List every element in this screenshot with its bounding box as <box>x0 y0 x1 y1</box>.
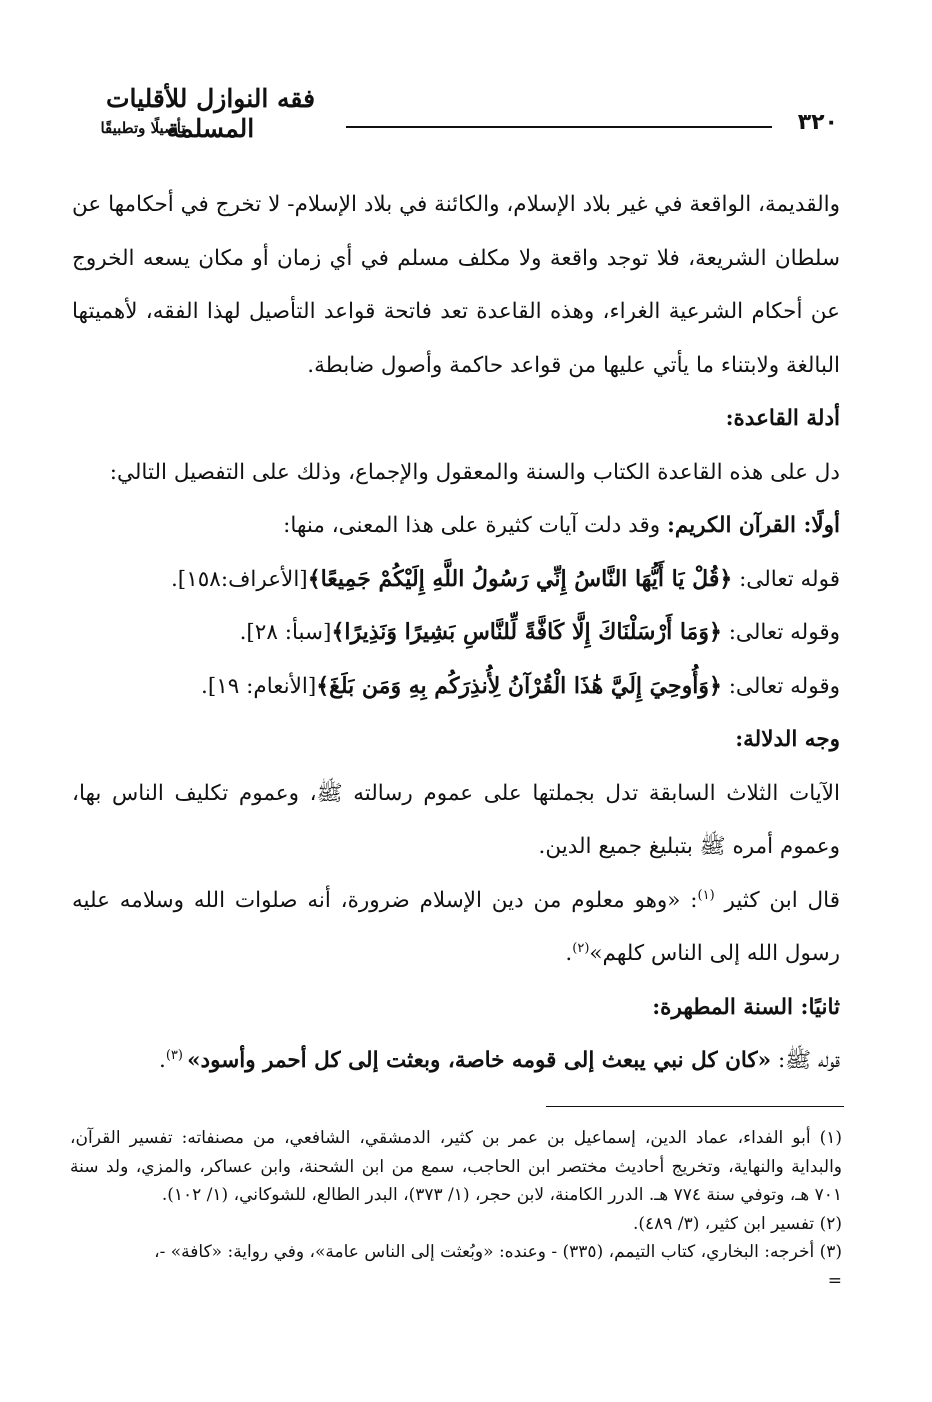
header-rule <box>346 126 772 128</box>
book-subtitle: تأصيلًا وتطبيقًا <box>100 119 186 137</box>
verse-intro: وقوله تعالى: <box>721 673 840 699</box>
verse-intro: وقوله تعالى: <box>721 620 840 645</box>
punctuation: . <box>565 941 573 966</box>
footnote-continuation-mark: = <box>827 1270 842 1291</box>
verse-intro: قوله تعالى: <box>732 566 840 592</box>
quran-intro-text: وقد دلت آيات كثيرة على هذا المعنى، منها: <box>283 513 667 538</box>
quote-attribution: قال ابن كثير <box>714 887 840 913</box>
verse-line-3 <box>72 660 840 714</box>
footnote-2: (٢) تفسير ابن كثير، (٣/ ٤٨٩). <box>632 1213 842 1234</box>
label-quran: أولًا: القرآن الكريم: <box>666 513 840 538</box>
paragraph-quran <box>72 499 840 553</box>
main-text <box>72 178 840 1088</box>
paragraph-intro: والقديمة، الواقعة في غير بلاد الإسلام، والكائنة في بلاد الإسلام- لا تخرج في أحكامها عن سلطان الشريعة، فلا توجد واقعة ولا مكلف مسلم في أي زمان أو مكان يسعه الخروج عن أحكام الشرعية الغراء، وهذه القاعدة تعد فاتحة قواعد التأصيل لهذا الفقه، لأهميتها البالغة ولابتناء ما يأتي عليها من قواعد حاكمة وأصول ضابطة. <box>72 192 840 378</box>
hadith-text: «كان كل نبي يبعث إلى قومه خاصة، وبعثت إلى كل أحمر وأسود» <box>187 1048 772 1073</box>
paragraph-evidence-summary: دل على هذه القاعدة الكتاب والسنة والمعقول والإجماع، وذلك على التفصيل التالي: <box>109 459 840 485</box>
footnote-ref: (١) <box>697 887 715 903</box>
hadith-intro: قوله ﷺ: <box>771 1048 840 1073</box>
verse-reference: [الأنعام: ١٩]. <box>200 673 317 699</box>
paragraph-inference: الآيات الثلاث السابقة تدل بجملتها على عموم رسالته ﷺ، وعموم تكليف الناس بها، وعموم أمره ﷺ بتبليغ جميع الدين. <box>72 780 840 859</box>
page-number: ٣٢٠ <box>797 110 838 135</box>
verse-reference: [سبأ: ٢٨]. <box>239 620 332 645</box>
quote-text: : «وهو معلوم من دين الإسلام ضرورة، أنه صلوات الله وسلامه عليه رسول الله إلى الناس كلهم» <box>72 887 840 966</box>
quran-verse: ﴿قُلْ يَا أَيُّهَا النَّاسُ إِنِّي رَسُولُ اللَّهِ إِلَيْكُمْ جَمِيعًا﴾ <box>307 565 733 592</box>
footnote-3: (٣) أخرجه: البخاري، كتاب التيمم، (٣٣٥) - وعنده: «وبُعثت إلى الناس عامة»، وفي رواية: «كافة» -، <box>154 1242 842 1262</box>
punctuation: . <box>158 1048 166 1073</box>
book-title: فقه النوازل للأقليات المسلمة <box>105 84 316 143</box>
footnote-separator <box>546 1106 844 1107</box>
quran-verse: ﴿وَأُوحِيَ إِلَيَّ هَٰذَا الْقُرْآنُ لِأُنذِرَكُم بِهِ وَمَن بَلَغَ﴾ <box>316 672 722 699</box>
paragraph-ibn-kathir <box>72 874 840 981</box>
footnote-ref: (٢) <box>572 940 590 956</box>
running-header <box>78 78 838 158</box>
footnote-ref: (٣) <box>165 1047 188 1063</box>
heading-evidence: أدلة القاعدة: <box>725 406 840 431</box>
paragraph-hadith <box>72 1034 840 1088</box>
footnote-1: (١) أبو الفداء، عماد الدين، إسماعيل بن عمر بن كثير، الدمشقي، الشافعي، من مصنفاته: تفسير القرآن، والبداية والنهاية، وتخريج أحاديث مختصر ابن الحاجب، سمع من ابن الشحنة، وابن عساكر، والمزي، ولد سنة ٧٠١ هـ، وتوفي سنة ٧٧٤ هـ. الدرر الكامنة، لابن حجر، (١/ ٣٧٣)، البدر الطالع، للشوكاني، (١/ ١٠٢). <box>70 1128 842 1205</box>
verse-line-1 <box>72 553 840 607</box>
heading-sunnah: ثانيًا: السنة المطهرة: <box>652 994 840 1020</box>
footnotes <box>70 1124 842 1295</box>
quran-verse: ﴿وَمَا أَرْسَلْنَاكَ إِلَّا كَافَّةً لِّلنَّاسِ بَشِيرًا وَنَذِيرًا﴾ <box>331 619 722 645</box>
verse-line-2 <box>72 606 840 660</box>
verse-reference: [الأعراف:١٥٨]. <box>170 566 308 592</box>
heading-inference: وجه الدلالة: <box>735 727 840 752</box>
